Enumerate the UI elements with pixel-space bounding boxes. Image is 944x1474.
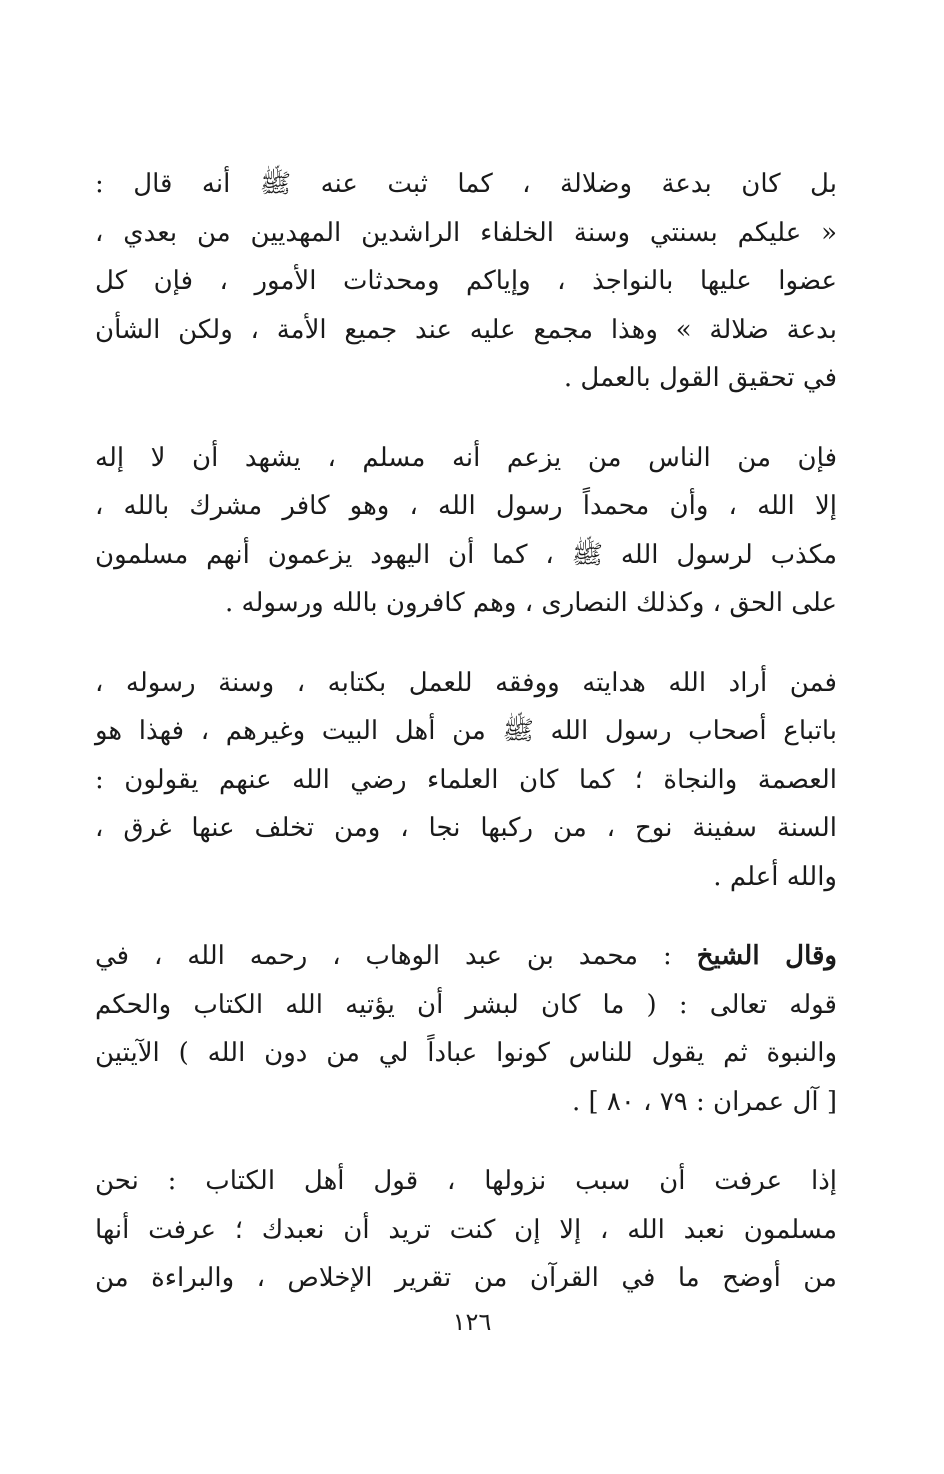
text-line: فإن من الناس من يزعم أنه مسلم ، يشهد أن لا إله: [95, 442, 837, 473]
text-line: « عليكم بسنتي وسنة الخلفاء الراشدين المهديين من بعدي ،: [95, 217, 837, 248]
text-line: فمن أراد الله هدايته ووفقه للعمل بكتابه ، وسنة رسوله ،: [95, 667, 837, 698]
text-line: على الحق ، وكذلك النصارى ، وهم كافرون بالله ورسوله .: [225, 588, 837, 618]
text-line: بدعة ضلالة » وهذا مجمع عليه عند جميع الأمة ، ولكن الشأن: [95, 314, 837, 345]
text-line: العصمة والنجاة ؛ كما كان العلماء رضي الله عنهم يقولون :: [95, 764, 837, 795]
text-line: مكذب لرسول الله ﷺ ، كما أن اليهود يزعمون أنهم مسلمون: [95, 539, 837, 570]
text-line: إلا الله ، وأن محمداً رسول الله ، وهو كافر مشرك بالله ،: [95, 491, 837, 521]
text-line: من أوضح ما في القرآن من تقرير الإخلاص ، والبراءة من: [95, 1263, 837, 1293]
paragraph-1: [95, 160, 837, 403]
text-line: والنبوة ثم يقول للناس كونوا عباداً لي من دون الله ) الآيتين: [95, 1038, 837, 1068]
line-rest: : محمد بن عبد الوهاب ، رحمه الله ، في: [95, 941, 697, 971]
text-line: مسلمون نعبد الله ، إلا إن كنت تريد أن نعبدك ؛ عرفت أنها: [95, 1214, 837, 1245]
text-line: قوله تعالى : ( ما كان لبشر أن يؤتيه الله الكتاب والحكم: [95, 989, 837, 1020]
paragraph-2: [95, 434, 837, 628]
text-line: باتباع أصحاب رسول الله ﷺ من أهل البيت وغيرهم ، فهذا هو: [95, 716, 837, 746]
text-line: السنة سفينة نوح ، من ركبها نجا ، ومن تخلف عنها غرق ،: [95, 813, 837, 843]
text-line: في تحقيق القول بالعمل .: [563, 363, 837, 393]
text-line: إذا عرفت أن سبب نزولها ، قول أهل الكتاب : نحن: [95, 1166, 837, 1196]
bold-lead-in: وقال الشيخ: [696, 941, 837, 971]
paragraph-5: [95, 1157, 837, 1303]
paragraph-4: [95, 932, 837, 1126]
text-line: بل كان بدعة وضلالة ، كما ثبت عنه ﷺ أنه قال :: [95, 169, 837, 199]
text-line: عضوا عليها بالنواجذ ، وإياكم ومحدثات الأمور ، فإن كل: [95, 266, 837, 296]
page-number: ١٢٦: [452, 1308, 492, 1336]
paragraph-3: [95, 659, 837, 902]
text-line: [95, 932, 837, 981]
text-line: والله أعلم .: [713, 861, 837, 892]
body-text: [95, 160, 837, 1334]
text-line: [ آل عمران : ٧٩ ، ٨٠ ] .: [571, 1086, 837, 1117]
